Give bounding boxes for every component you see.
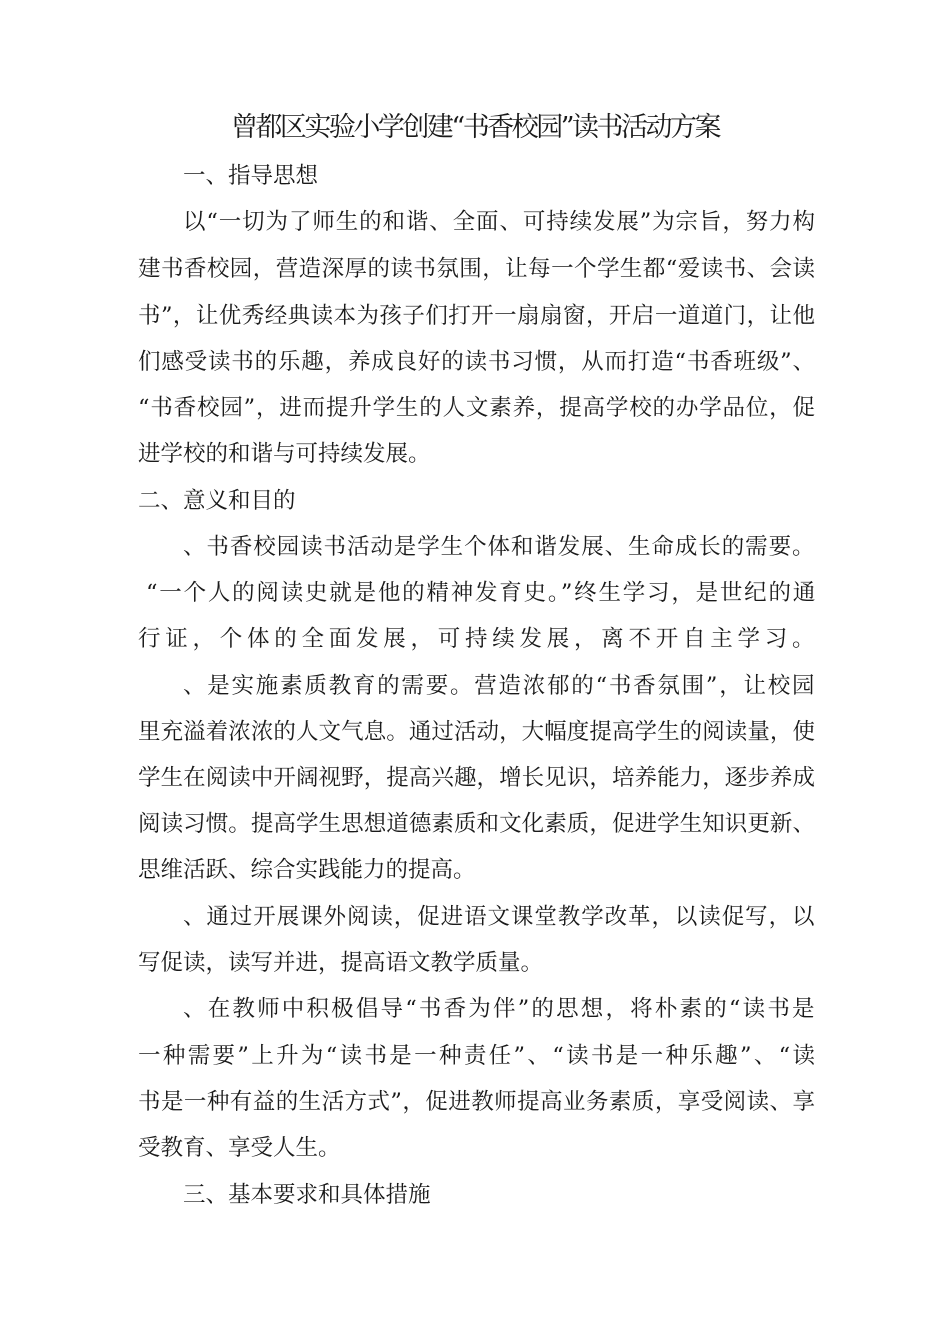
paragraph-line: 、通过开展课外阅读，促进语文课堂教学改革，以读促写，以 (183, 904, 816, 930)
section-heading: 一、指导思想 (183, 163, 319, 189)
paragraph-line: “一个人的阅读史就是他的精神发育史。”终生学习，是世纪的通 (146, 580, 818, 606)
paragraph-line: 受教育、享受人生。 (138, 1135, 341, 1161)
paragraph-line: 里充溢着浓浓的人文气息。通过活动，大幅度提高学生的阅读量，使 (138, 719, 816, 745)
paragraph-line: 思维活跃、综合实践能力的提高。 (138, 857, 476, 883)
paragraph-line: 建书香校园，营造深厚的读书氛围，让每一个学生都“爱读书、会读 (138, 256, 816, 282)
section-heading: 三、基本要求和具体措施 (183, 1182, 431, 1208)
paragraph-line: 阅读习惯。提高学生思想道德素质和文化素质，促进学生知识更新、 (138, 811, 816, 837)
paragraph-line: 、是实施素质教育的需要。营造浓郁的“书香氛围”，让校园 (183, 673, 817, 699)
paragraph-line: 学生在阅读中开阔视野，提高兴趣，增长见识，培养能力，逐步养成 (138, 765, 816, 791)
paragraph-line: 以“一切为了师生的和谐、全面、可持续发展”为宗旨，努力构 (183, 209, 816, 235)
paragraph-line: 书”，让优秀经典读本为孩子们打开一扇扇窗，开启一道道门，让他 (138, 303, 816, 329)
paragraph-line: 写促读，读写并进，提高语文教学质量。 (138, 950, 544, 976)
paragraph-line: 、书香校园读书活动是学生个体和谐发展、生命成长的需要。 (183, 534, 816, 560)
paragraph-line: “书香校园”，进而提升学生的人文素养，提高学校的办学品位，促 (138, 395, 816, 421)
paragraph-line: 行证，个体的全面发展，可持续发展，离不开自主学习。 (138, 626, 820, 652)
paragraph-line: 一种需要”上升为“读书是一种责任”、“读书是一种乐趣”、“读 (138, 1043, 818, 1069)
paragraph-line: 书是一种有益的生活方式”，促进教师提高业务素质，享受阅读、享 (138, 1089, 816, 1115)
section-heading: 二、意义和目的 (138, 488, 296, 514)
document-title: 曾都区实验小学创建“书香校园”读书活动方案 (230, 112, 720, 143)
paragraph-line: 进学校的和谐与可持续发展。 (138, 441, 431, 467)
paragraph-line: 们感受读书的乐趣，养成良好的读书习惯，从而打造“书香班级”、 (138, 349, 816, 375)
paragraph-line: 、在教师中积极倡导“书香为伴”的思想，将朴素的“读书是 (183, 996, 817, 1022)
